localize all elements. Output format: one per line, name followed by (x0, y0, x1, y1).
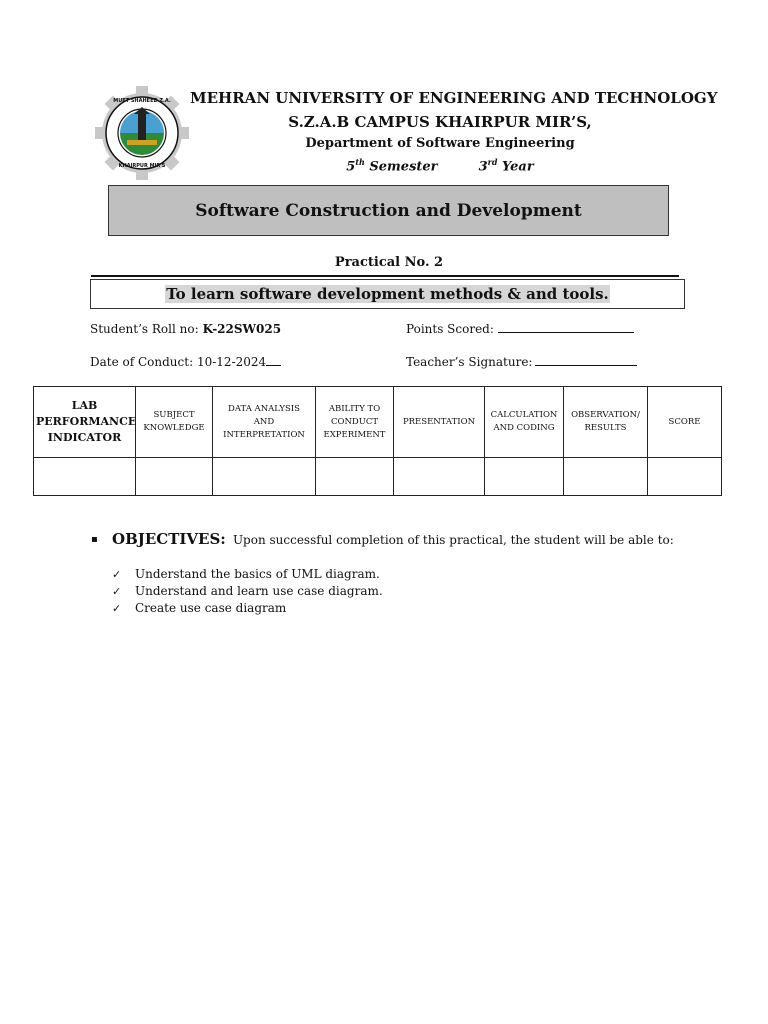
table-cell[interactable] (485, 458, 564, 496)
semester-year-line (190, 157, 690, 174)
date-of-conduct-field (90, 355, 281, 369)
table-cell[interactable] (564, 458, 648, 496)
svg-text:MUET SHAHEED Z.A.: MUET SHAHEED Z.A. (113, 98, 171, 104)
header-cell-subject-knowledge: SUBJECT KNOWLEDGE (136, 387, 213, 458)
semester-number: 5 (346, 159, 356, 175)
table-cell[interactable] (136, 458, 213, 496)
practical-number: Practical No. 2 (334, 255, 444, 270)
points-scored-label: Points Scored: (406, 322, 494, 336)
practical-aim-box (90, 279, 685, 309)
header-cell-score: SCORE (648, 387, 722, 458)
practical-aim: To learn software development methods & and tools. (166, 285, 609, 303)
teacher-signature-blank[interactable] (535, 355, 637, 366)
year-label: Year (501, 159, 534, 175)
check-icon: ✓ (112, 568, 122, 581)
table-cell[interactable] (34, 458, 136, 496)
table-cell[interactable] (394, 458, 485, 496)
roll-number-field (90, 322, 281, 336)
objective-text: Create use case diagram (135, 601, 287, 615)
header-cell-presentation: PRESENTATION (394, 387, 485, 458)
header-cell-calculation-coding: CALCULATION AND CODING (485, 387, 564, 458)
course-title-box (108, 185, 669, 236)
table-cell[interactable] (316, 458, 394, 496)
objectives-intro: Upon successful completion of this practical, the student will be able to: (232, 533, 674, 547)
header-cell-data-analysis: DATA ANALYSIS AND INTERPRETATION (213, 387, 316, 458)
year-suffix: rd (487, 157, 498, 167)
list-item (112, 600, 383, 617)
teacher-signature-field (406, 355, 637, 369)
semester-label: Semester (369, 159, 438, 175)
roll-number-value: K-22SW025 (202, 322, 282, 336)
objectives-heading (91, 529, 674, 548)
roll-number-label: Student’s Roll no: (90, 322, 199, 336)
university-name: MEHRAN UNIVERSITY OF ENGINEERING AND TECHNOLOGY (190, 89, 718, 107)
list-item (112, 566, 383, 583)
course-title: Software Construction and Development (195, 200, 582, 221)
header-cell-lab-performance-indicator: LAB PERFORMANCE INDICATOR (34, 387, 136, 458)
university-logo (93, 84, 191, 182)
square-bullet-icon: ▪ (91, 534, 98, 545)
header-cell-observation-results: OBSERVATION/ RESULTS (564, 387, 648, 458)
objectives-title: OBJECTIVES: (112, 530, 226, 548)
table-cell[interactable] (213, 458, 316, 496)
table-row (34, 458, 722, 496)
table-header-row (34, 387, 722, 458)
svg-text:KHAIRPUR MIR'S: KHAIRPUR MIR'S (118, 163, 166, 169)
date-underline (266, 355, 281, 366)
objectives-list (112, 566, 383, 617)
university-emblem-icon (93, 84, 191, 182)
points-scored-blank[interactable] (498, 322, 634, 333)
date-value: 10-12-2024 (196, 355, 267, 369)
campus-name: S.Z.A.B CAMPUS KHAIRPUR MIR’S, (288, 113, 592, 131)
check-icon: ✓ (112, 602, 122, 615)
teacher-signature-label: Teacher’s Signature: (406, 355, 533, 369)
date-label: Date of Conduct: (90, 355, 194, 369)
performance-table (33, 386, 722, 496)
points-scored-field (406, 322, 634, 336)
department-name: Department of Software Engineering (305, 136, 575, 151)
check-icon: ✓ (112, 585, 122, 598)
divider-line (91, 275, 679, 277)
table-cell[interactable] (648, 458, 722, 496)
list-item (112, 583, 383, 600)
year-number: 3 (478, 159, 488, 175)
objective-text: Understand and learn use case diagram. (135, 584, 383, 598)
header-cell-ability-to-conduct: ABILITY TO CONDUCT EXPERIMENT (316, 387, 394, 458)
objective-text: Understand the basics of UML diagram. (135, 567, 380, 581)
semester-suffix: th (355, 157, 365, 167)
